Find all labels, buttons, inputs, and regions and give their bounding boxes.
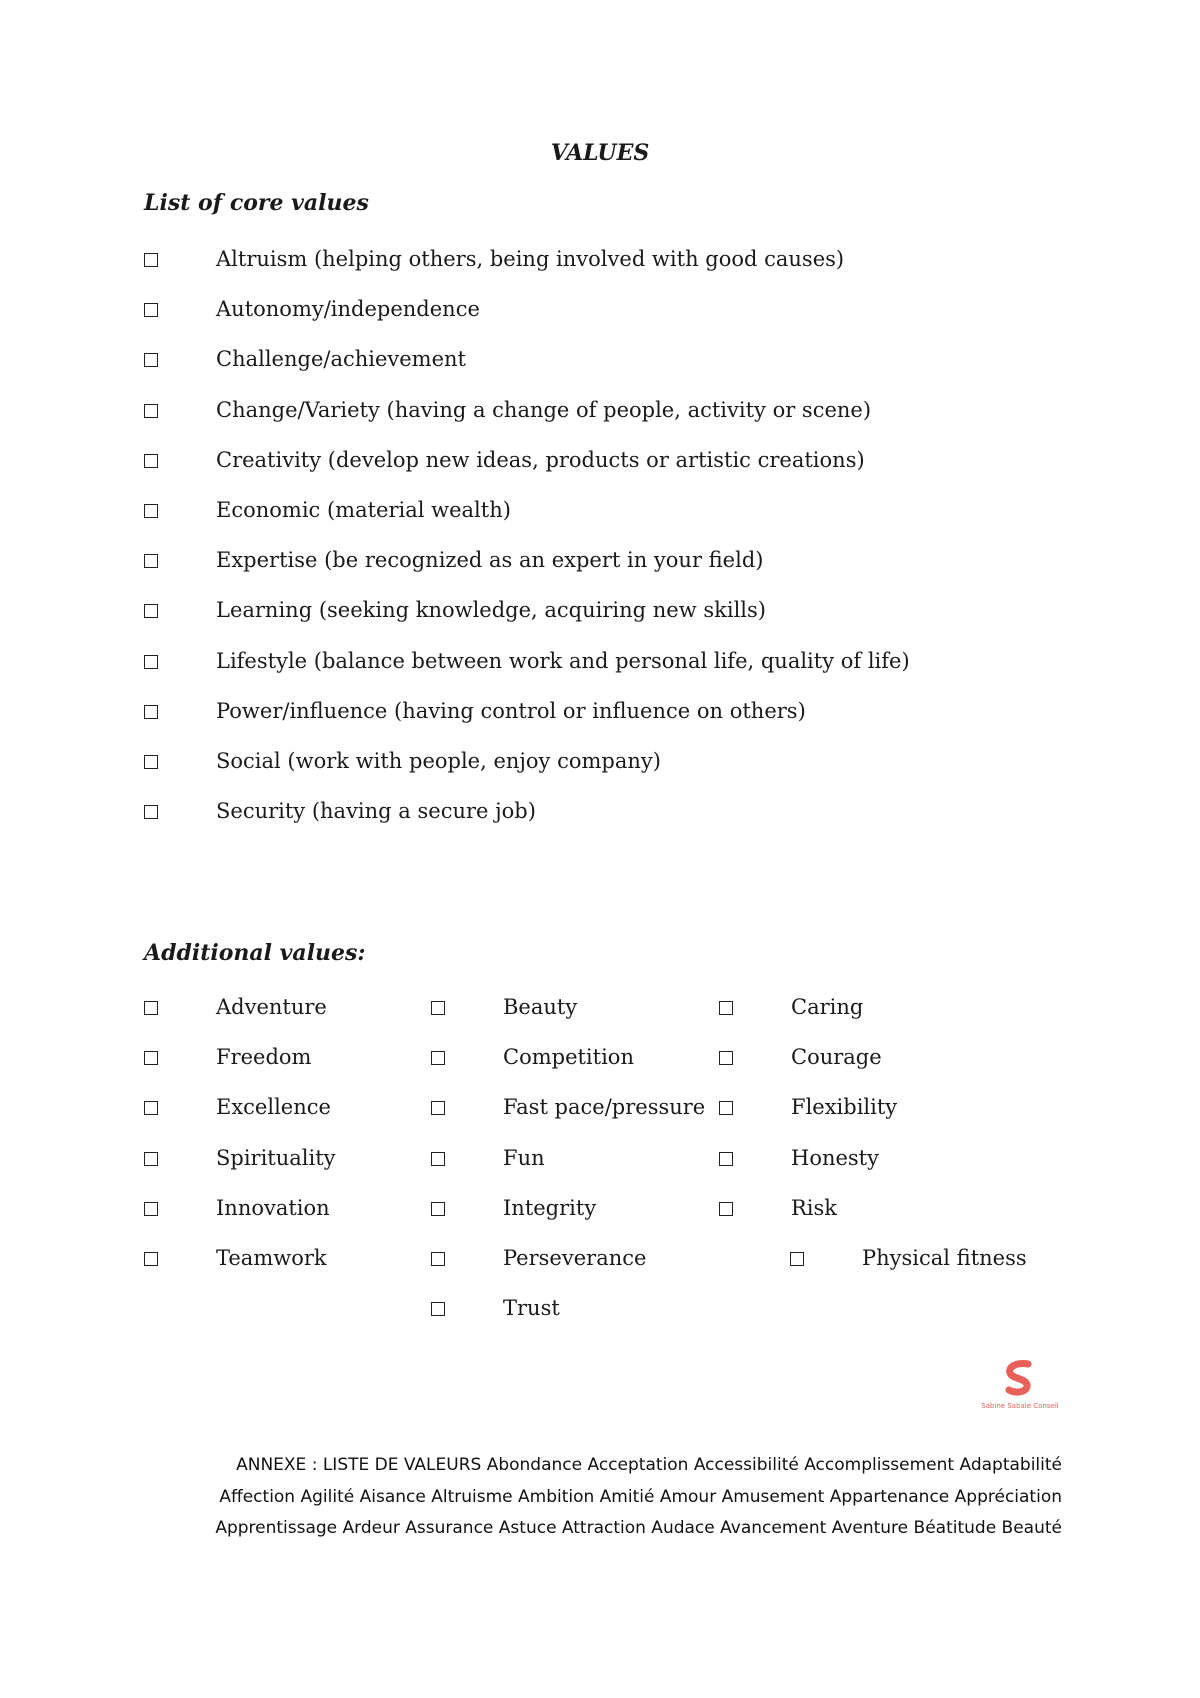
additional-value-label: Excellence (216, 1095, 331, 1120)
checkbox[interactable] (144, 705, 158, 719)
checkbox[interactable] (144, 1152, 158, 1166)
core-value-item (144, 799, 910, 849)
additional-value-label: Competition (503, 1045, 634, 1070)
additional-value-label: Adventure (216, 995, 327, 1019)
annexe-line: ANNEXE : LISTE DE VALEURS Abondance Acceptation Accessibilité Accomplissement Adaptabilité (236, 1455, 1062, 1475)
core-values-list (144, 247, 910, 849)
checkbox[interactable] (144, 1101, 158, 1115)
core-values-heading: List of core values (144, 190, 369, 216)
additional-value-item (144, 1146, 336, 1196)
additional-value-label: Courage (791, 1045, 882, 1070)
additional-value-item (719, 1095, 897, 1145)
additional-value-label: Fun (503, 1145, 545, 1170)
additional-value-item (431, 1296, 705, 1346)
checkbox[interactable] (719, 1051, 733, 1065)
core-value-item (144, 699, 910, 749)
core-value-label: Autonomy/independence (216, 297, 480, 322)
additional-value-item (431, 1146, 705, 1196)
checkbox[interactable] (719, 1001, 733, 1015)
core-value-item (144, 598, 910, 648)
core-value-item (144, 247, 910, 297)
additional-value-item (431, 1246, 705, 1296)
checkbox[interactable] (431, 1051, 445, 1065)
additional-value-item (431, 1045, 705, 1095)
core-value-label: Change/Variety (having a change of people, activity or scene) (216, 397, 872, 422)
additional-value-label: Perseverance (503, 1245, 647, 1270)
checkbox[interactable] (431, 1302, 445, 1316)
core-value-label: Power/influence (having control or influence on others) (216, 698, 806, 723)
additional-value-item (719, 995, 897, 1045)
checkbox[interactable] (431, 1252, 445, 1266)
checkbox[interactable] (719, 1202, 733, 1216)
core-value-label: Altruism (helping others, being involved with good causes) (216, 247, 845, 271)
additional-value-label: Risk (791, 1195, 838, 1220)
checkbox[interactable] (144, 604, 158, 618)
additional-value-item (719, 1196, 897, 1246)
checkbox[interactable] (144, 303, 158, 317)
core-value-item (144, 398, 910, 448)
additional-value-item (144, 1246, 336, 1296)
core-value-label: Learning (seeking knowledge, acquiring new skills) (216, 598, 766, 623)
additional-value-item (144, 1196, 336, 1246)
core-value-label: Social (work with people, enjoy company) (216, 748, 661, 773)
additional-value-label: Trust (503, 1296, 560, 1321)
additional-value-item (719, 1146, 897, 1196)
additional-values-column-1 (144, 995, 336, 1296)
additional-value-label: Physical fitness (862, 1246, 1027, 1270)
core-value-item (144, 347, 910, 397)
additional-values-column-2 (431, 995, 705, 1346)
checkbox[interactable] (790, 1252, 804, 1266)
checkbox[interactable] (144, 253, 158, 267)
checkbox[interactable] (431, 1101, 445, 1115)
additional-value-item (719, 1045, 897, 1095)
additional-value-label: Beauty (503, 995, 578, 1019)
checkbox[interactable] (144, 1202, 158, 1216)
logo-s-icon (970, 1358, 1070, 1412)
core-value-item (144, 749, 910, 799)
checkbox[interactable] (144, 404, 158, 418)
additional-values-heading: Additional values: (144, 940, 366, 966)
additional-value-label: Innovation (216, 1195, 330, 1220)
core-value-label: Challenge/achievement (216, 347, 466, 372)
additional-value-label: Teamwork (216, 1245, 327, 1270)
additional-value-item (431, 1196, 705, 1246)
additional-value-label: Integrity (503, 1195, 597, 1220)
core-value-label: Economic (material wealth) (216, 497, 511, 522)
additional-value-item (790, 1246, 1027, 1296)
core-value-item (144, 548, 910, 598)
checkbox[interactable] (144, 554, 158, 568)
additional-value-item (431, 995, 705, 1045)
checkbox[interactable] (719, 1101, 733, 1115)
additional-value-label: Flexibility (791, 1095, 898, 1120)
annexe-line: Affection Agilité Aisance Altruisme Ambition Amitié Amour Amusement Appartenance Appréciation (219, 1486, 1062, 1507)
core-value-label: Security (having a secure job) (216, 799, 536, 824)
additional-values-column-4 (790, 1246, 1027, 1296)
page-title: VALUES (550, 140, 650, 166)
brand-logo (970, 1358, 1070, 1412)
core-value-label: Expertise (be recognized as an expert in your field) (216, 548, 764, 573)
additional-value-item (144, 1095, 336, 1145)
additional-value-label: Fast pace/pressure (503, 1095, 706, 1120)
core-value-label: Lifestyle (balance between work and personal life, quality of life) (216, 648, 910, 673)
additional-value-label: Freedom (216, 1045, 312, 1070)
additional-value-item (431, 1095, 705, 1145)
checkbox[interactable] (719, 1152, 733, 1166)
checkbox[interactable] (144, 805, 158, 819)
checkbox[interactable] (144, 1252, 158, 1266)
core-value-item (144, 297, 910, 347)
additional-value-label: Honesty (791, 1145, 879, 1170)
checkbox[interactable] (144, 755, 158, 769)
checkbox[interactable] (431, 1202, 445, 1216)
additional-value-item (144, 1045, 336, 1095)
checkbox[interactable] (431, 1001, 445, 1015)
checkbox[interactable] (431, 1152, 445, 1166)
additional-value-label: Spirituality (216, 1145, 336, 1170)
checkbox[interactable] (144, 655, 158, 669)
checkbox[interactable] (144, 1051, 158, 1065)
checkbox[interactable] (144, 1001, 158, 1015)
checkbox[interactable] (144, 353, 158, 367)
core-value-item (144, 649, 910, 699)
core-value-label: Creativity (develop new ideas, products or artistic creations) (216, 447, 865, 472)
checkbox[interactable] (144, 504, 158, 518)
additional-value-label: Caring (791, 995, 864, 1019)
core-value-item (144, 448, 910, 498)
additional-value-item (144, 995, 336, 1045)
annexe-line: Apprentissage Ardeur Assurance Astuce Attraction Audace Avancement Aventure Béatitude Beauté (215, 1518, 1062, 1538)
logo-caption: Sabine Sabale Conseil (981, 1402, 1059, 1410)
annexe-paragraph (150, 1450, 1062, 1545)
core-value-item (144, 498, 910, 548)
additional-values-column-3 (719, 995, 897, 1246)
checkbox[interactable] (144, 454, 158, 468)
